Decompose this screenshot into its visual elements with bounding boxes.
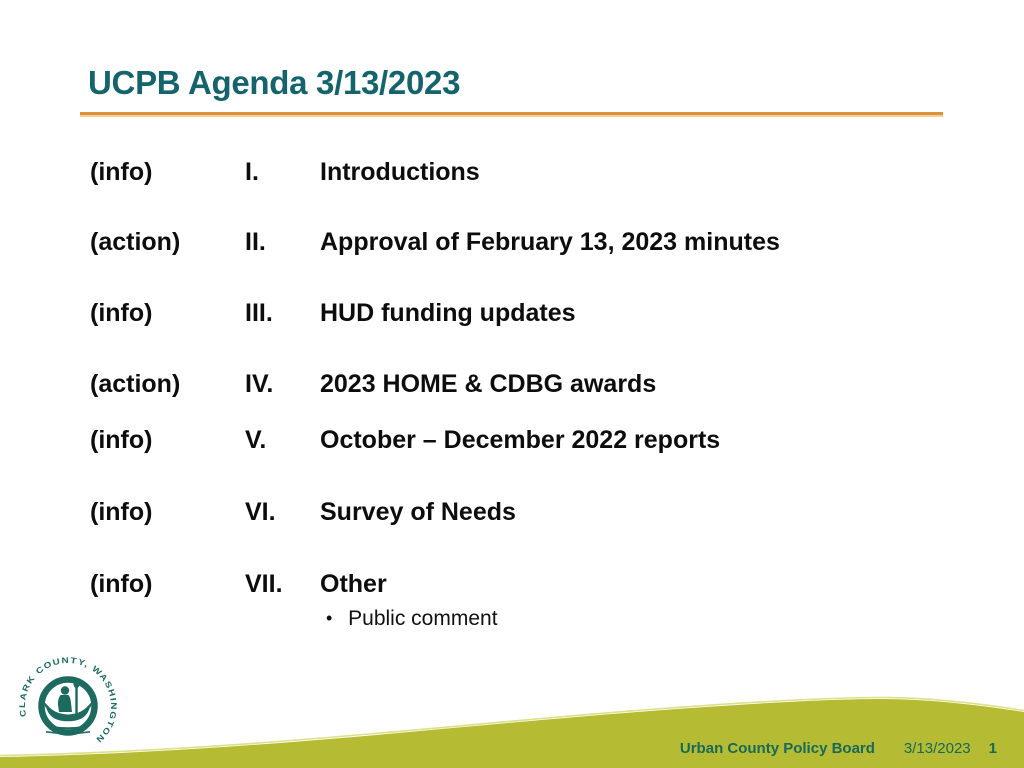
agenda-item-numeral: II. xyxy=(245,228,266,256)
agenda-row xyxy=(90,158,984,187)
agenda-item-text: HUD funding updates xyxy=(320,299,576,327)
seal-ring-text: CLARK COUNTY, WASHINGTON xyxy=(17,655,119,744)
agenda-item-numeral: V. xyxy=(245,426,267,454)
agenda-row xyxy=(90,370,984,399)
title-underline xyxy=(80,112,943,117)
footer-page-number: 1 xyxy=(988,740,997,757)
agenda-item-text: October – December 2022 reports xyxy=(320,426,721,454)
agenda-item-tag: (action) xyxy=(90,370,181,398)
agenda-item-tag: (info) xyxy=(90,299,153,327)
footer-text xyxy=(680,740,997,757)
agenda-item-tag: (info) xyxy=(90,158,153,186)
agenda-item-text: 2023 HOME & CDBG awards xyxy=(320,370,657,398)
agenda-item-numeral: I. xyxy=(245,158,259,186)
agenda-row xyxy=(90,426,984,455)
agenda-item-numeral: III. xyxy=(245,299,273,327)
agenda-item-numeral: VII. xyxy=(245,570,283,598)
footer-date: 3/13/2023 xyxy=(903,740,971,757)
agenda-item-tag: (action) xyxy=(90,228,181,256)
footer-org-label: Urban County Policy Board xyxy=(679,740,875,757)
agenda-sub-bullet xyxy=(320,607,984,631)
agenda-item-numeral: IV. xyxy=(245,370,274,398)
agenda-row xyxy=(90,228,984,257)
agenda-item-text: Introductions xyxy=(320,158,480,186)
agenda-row xyxy=(90,570,984,631)
agenda-row xyxy=(90,299,984,328)
agenda-item-tag: (info) xyxy=(90,570,153,598)
agenda-item-numeral: VI. xyxy=(245,498,276,526)
page-title: UCPB Agenda 3/13/2023 xyxy=(88,64,461,101)
agenda-sub-bullet-text: Public comment xyxy=(348,606,498,630)
agenda-item-text: Survey of Needs xyxy=(320,498,516,526)
agenda-item-tag: (info) xyxy=(90,426,153,454)
county-seal-logo xyxy=(16,654,120,758)
agenda-row xyxy=(90,498,984,527)
agenda-item-tag: (info) xyxy=(90,498,153,526)
agenda-item-text: Other xyxy=(320,570,387,598)
agenda-item-text: Approval of February 13, 2023 minutes xyxy=(320,228,780,256)
